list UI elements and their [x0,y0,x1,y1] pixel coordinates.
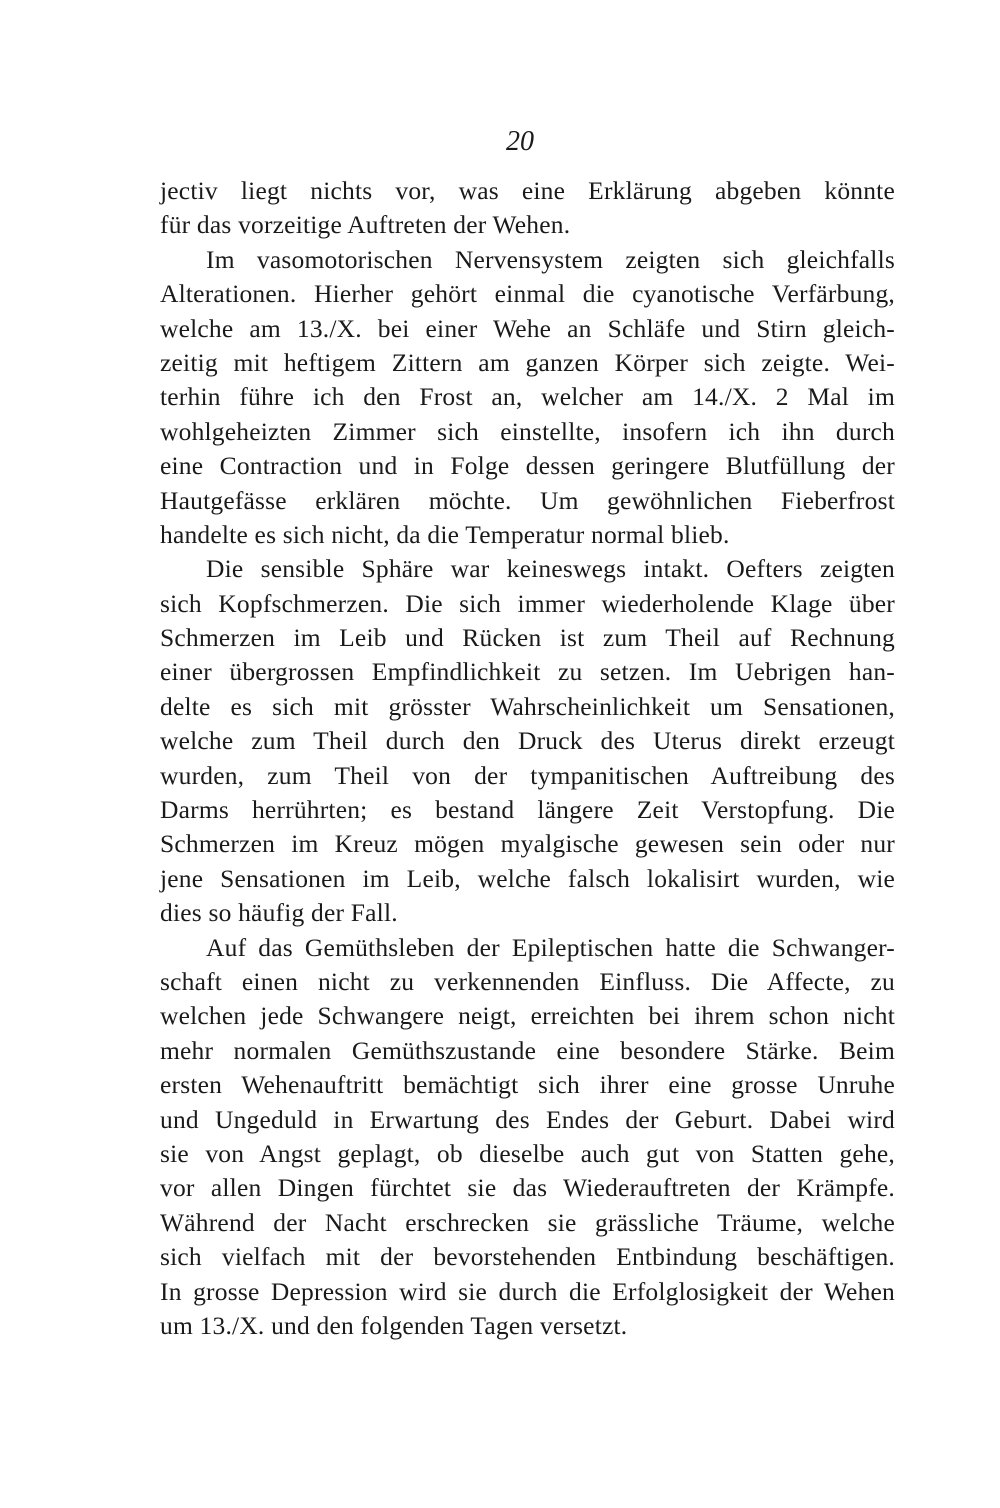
text-line: welche zum Theil durch den Druck des Uterus direkt erzeugt [160,726,895,756]
text-line: vor allen Dingen fürchtet sie das Wiederauftreten der Krämpfe. [160,1173,895,1203]
text-line: Darms herrührten; es bestand längere Zeit Verstopfung. Die [160,795,895,825]
text-line: delte es sich mit grösster Wahrscheinlichkeit um Sensationen, [160,691,895,721]
text-line: welche am 13./X. bei einer Wehe an Schläfe und Stirn gleich- [160,313,895,343]
text-line: terhin führe ich den Frost an, welcher am 14./X. 2 Mal im [160,382,895,412]
text-line: zeitig mit heftigem Zittern am ganzen Körper sich zeigte. Wei- [160,347,895,377]
paragraph-3 [160,552,895,930]
text-line: schaft einen nicht zu verkennenden Einfluss. Die Affecte, zu [160,966,895,996]
text-line: Hautgefässe erklären möchte. Um gewöhnlichen Fieberfrost [160,485,895,515]
text-line: dies so häufig der Fall. [160,898,398,928]
body-text [160,174,895,1343]
text-line: Schmerzen im Kreuz mögen myalgische gewesen sein oder nur [160,829,895,859]
text-line: ersten Wehenauftritt bemächtigt sich ihrer eine grosse Unruhe [160,1070,895,1100]
paragraph-2 [160,243,895,553]
text-line: Schmerzen im Leib und Rücken ist zum Theil auf Rechnung [160,623,895,653]
text-line: wohlgeheizten Zimmer sich einstellte, insofern ich ihn durch [160,416,895,446]
text-line: sich Kopfschmerzen. Die sich immer wiederholende Klage über [160,588,895,618]
text-line: Auf das Gemüthsleben der Epileptischen hatte die Schwanger- [206,932,895,962]
text-line: für das vorzeitige Auftreten der Wehen. [160,210,571,240]
text-line: handelte es sich nicht, da die Temperatur normal blieb. [160,519,730,549]
page-number: 20 [506,126,534,157]
text-line: Während der Nacht erschrecken sie grässliche Träume, welche [160,1207,895,1237]
text-line: jectiv liegt nichts vor, was eine Erklärung abgeben könnte [160,176,895,205]
text-line: eine Contraction und in Folge dessen geringere Blutfüllung der [160,451,895,481]
text-line: welchen jede Schwangere neigt, erreichten bei ihrem schon nicht [160,1001,895,1031]
text-line: In grosse Depression wird sie durch die Erfolglosigkeit der Wehen [160,1276,895,1306]
text-line: jene Sensationen im Leib, welche falsch lokalisirt wurden, wie [160,863,895,893]
text-line: und Ungeduld in Erwartung des Endes der Geburt. Dabei wird [160,1104,895,1134]
paragraph-1 [160,174,895,243]
text-line: Die sensible Sphäre war keineswegs intakt. Oefters zeigten [206,554,895,584]
text-line: Im vasomotorischen Nervensystem zeigten sich gleichfalls [206,244,895,274]
text-line: mehr normalen Gemüthszustande eine besondere Stärke. Beim [160,1035,895,1065]
paragraph-4 [160,931,895,1344]
text-line: sie von Angst geplagt, ob dieselbe auch gut von Statten gehe, [160,1138,895,1168]
text-line: Alterationen. Hierher gehört einmal die cyanotische Verfärbung, [160,279,895,309]
text-line: sich vielfach mit der bevorstehenden Entbindung beschäftigen. [160,1242,895,1272]
text-line: einer übergrossen Empfindlichkeit zu setzen. Im Uebrigen han- [160,657,895,687]
text-line: wurden, zum Theil von der tympanitischen Auftreibung des [160,760,895,790]
text-line: um 13./X. und den folgenden Tagen versetzt. [160,1310,628,1340]
